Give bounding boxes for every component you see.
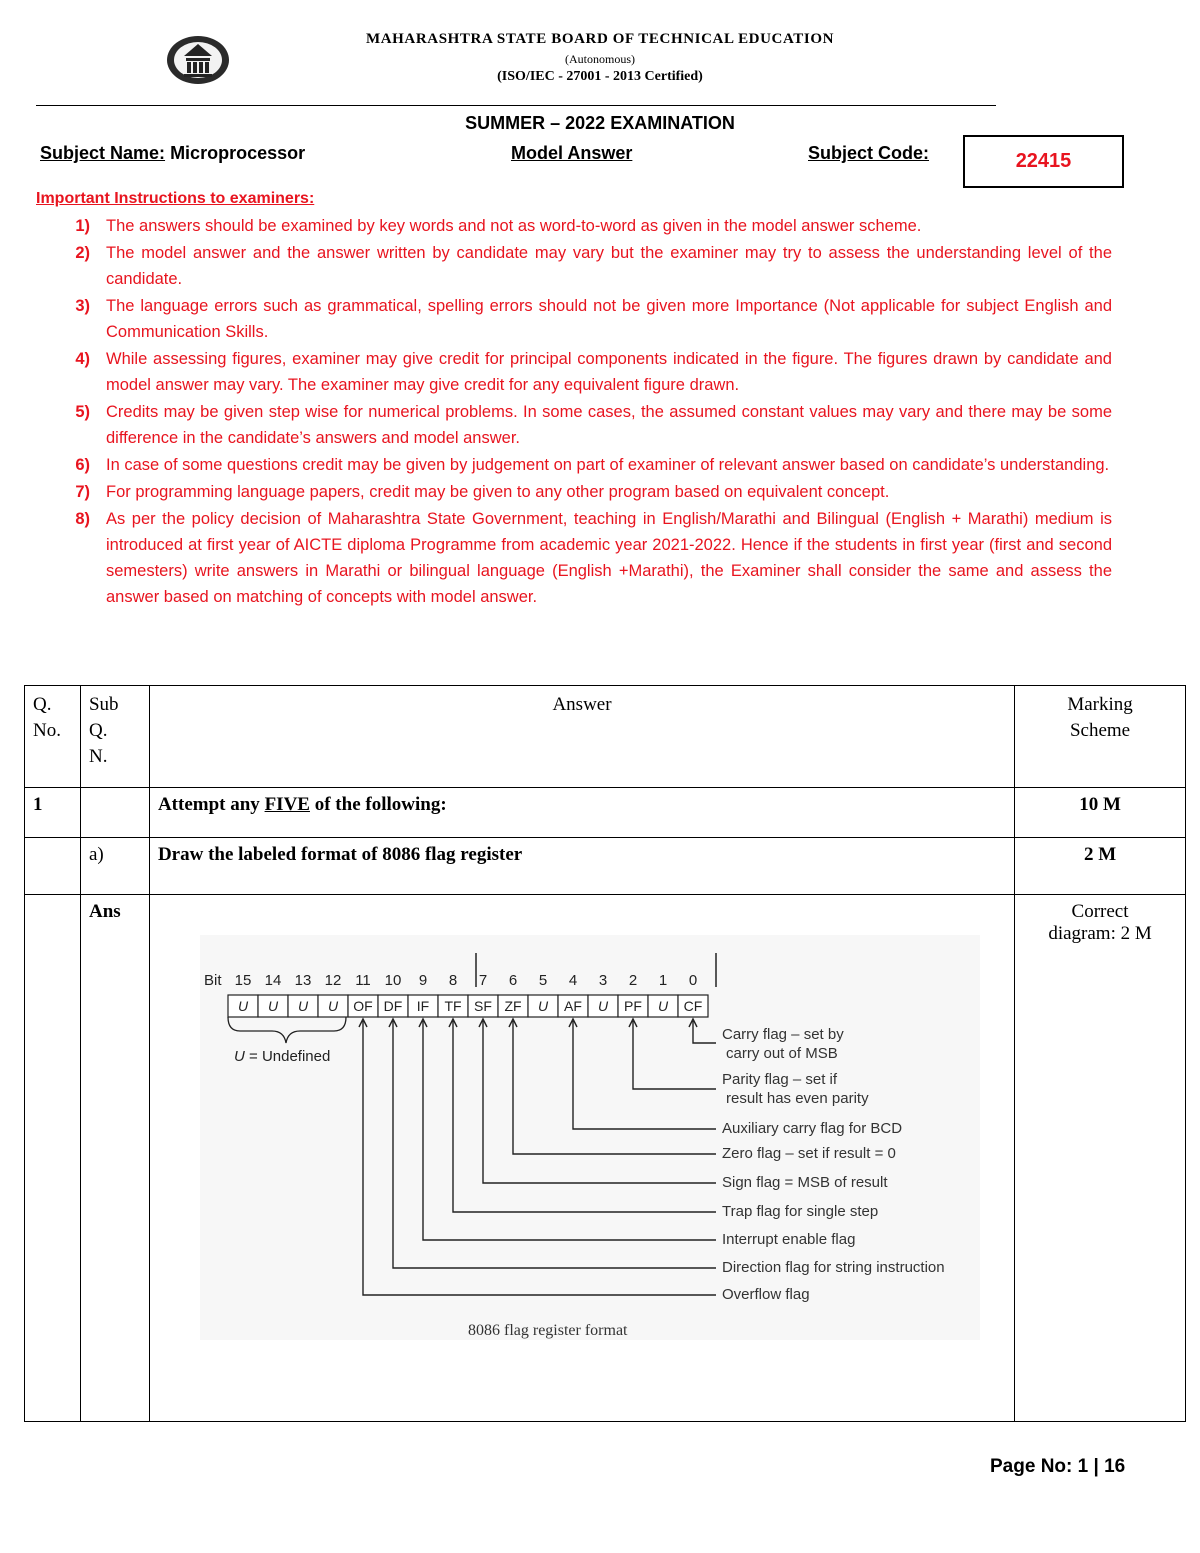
list-item xyxy=(36,346,1112,398)
bit-number: 7 xyxy=(478,972,488,989)
sub-question-marks: 2 M xyxy=(1015,838,1186,895)
register-cell-label: DF xyxy=(383,998,403,1014)
question-text-post: of the following: xyxy=(309,794,447,815)
register-cell-label: U xyxy=(267,998,279,1014)
list-item xyxy=(36,452,1112,478)
register-cell-label: U xyxy=(237,998,249,1014)
sub-question: a) xyxy=(80,838,149,895)
subject-name-label: Subject Name: xyxy=(40,143,166,163)
org-status: (Autonomous) xyxy=(565,52,635,66)
header-sub-line1: Sub xyxy=(88,694,119,715)
bit-number: 3 xyxy=(598,972,608,989)
table-row xyxy=(25,788,1186,838)
auxiliary-flag-label: Auxiliary carry flag for BCD xyxy=(722,1120,903,1137)
list-item-number: 8) xyxy=(75,510,90,528)
table-header-row xyxy=(25,686,1186,788)
bit-number: 1 xyxy=(658,972,668,989)
bit-number: 11 xyxy=(355,972,371,989)
list-item-text: The language errors such as grammatical, spelling errors should not be given more Importance (Not applicable for subject English and Communication Skills. xyxy=(106,297,1112,341)
bit-label: Bit xyxy=(204,972,222,989)
list-item-text: The answers should be examined by key words and not as word-to-word as given in the model answer scheme. xyxy=(106,217,922,235)
bit-number: 2 xyxy=(628,972,638,989)
subject-name xyxy=(40,143,305,164)
answer-marks xyxy=(1015,895,1186,1422)
list-item-number: 2) xyxy=(75,244,90,262)
subject-name-value: Microprocessor xyxy=(170,143,306,163)
register-cell-label: ZF xyxy=(504,998,522,1014)
interrupt-flag-label: Interrupt enable flag xyxy=(722,1231,856,1248)
register-cell-label: SF xyxy=(474,998,492,1014)
zero-flag-label: Zero flag – set if result = 0 xyxy=(722,1145,896,1162)
instructions-list xyxy=(36,213,1112,611)
list-item-text: While assessing figures, examiner may give credit for principal components indicated in the figure. The figures drawn by candidate and model answer may vary. The examiner may give credit for any equivalent figure drawn. xyxy=(106,350,1112,394)
list-item-text: In case of some questions credit may be given by judgement on part of examiner of relevant answer based on candidate’s understanding. xyxy=(106,456,1110,474)
flag-register-diagram xyxy=(200,935,980,1340)
list-item-text: As per the policy decision of Maharashtra State Government, teaching in English/Marathi and Bilingual (English + Marathi) medium is introduced at first year of AICTE diploma Programme from academic year 2021-2022. Hence if the students in first year (first and second semesters) write answers in Marathi or bilingual language (English +Marathi), the Examiner shall consider the same and assess the answer based on matching of concepts with model answer. xyxy=(106,510,1112,606)
parity-flag-label: Parity flag – set if xyxy=(722,1071,838,1088)
list-item xyxy=(36,293,1112,345)
undefined-note-text: = Undefined xyxy=(244,1048,331,1065)
undefined-note xyxy=(234,1048,330,1065)
exam-title: SUMMER – 2022 EXAMINATION xyxy=(465,113,735,133)
diagram-caption: 8086 flag register format xyxy=(468,1322,628,1339)
list-item-number: 3) xyxy=(75,297,90,315)
answer-label: Ans xyxy=(80,895,149,1422)
table-row xyxy=(25,838,1186,895)
register-cells xyxy=(228,995,708,1017)
question-text-pre: Attempt any xyxy=(157,794,265,815)
header-sub-line2: Q. xyxy=(88,720,108,741)
header-marking-scheme xyxy=(1015,686,1186,788)
trap-flag-label: Trap flag for single step xyxy=(722,1203,879,1220)
list-item-number: 6) xyxy=(75,456,90,474)
bit-number: 14 xyxy=(264,972,282,989)
bit-number: 15 xyxy=(234,972,252,989)
answer-marks-line1: Correct xyxy=(1071,901,1129,922)
header-q-no-line1: Q. xyxy=(33,694,52,715)
overflow-flag-label: Overflow flag xyxy=(722,1286,810,1303)
model-answer-label: Model Answer xyxy=(511,143,633,163)
list-item-text: Credits may be given step wise for numerical problems. In some cases, the assumed constant values may vary and there may be some difference in the candidate’s answers and model answer. xyxy=(106,403,1112,447)
list-item xyxy=(36,506,1112,610)
list-item-number: 4) xyxy=(75,350,90,368)
list-item xyxy=(36,213,1112,239)
register-cell-label: PF xyxy=(624,998,642,1014)
list-item-text: For programming language papers, credit may be given to any other program based on equivalent concept. xyxy=(106,483,890,501)
register-cell-label: OF xyxy=(353,998,373,1014)
parity-flag-label-2: result has even parity xyxy=(726,1090,869,1107)
header-marking-line2: Scheme xyxy=(1069,720,1131,741)
subject-code-box: 22415 xyxy=(963,135,1124,188)
header-marking-line1: Marking xyxy=(1067,694,1133,715)
header-sub-q xyxy=(80,686,149,788)
direction-flag-label: Direction flag for string instruction xyxy=(722,1259,945,1276)
header-answer: Answer xyxy=(149,686,1014,788)
subject-code-label: Subject Code: xyxy=(808,143,930,163)
question-marks: 10 M xyxy=(1015,788,1186,838)
bit-number: 4 xyxy=(568,972,578,989)
register-cell-label: U xyxy=(537,998,549,1014)
list-item xyxy=(36,399,1112,451)
question-number xyxy=(25,895,81,1422)
org-name: MAHARASHTRA STATE BOARD OF TECHNICAL EDUCATION xyxy=(365,31,835,47)
bit-number: 0 xyxy=(688,972,698,989)
bit-number: 9 xyxy=(418,972,428,989)
header-divider xyxy=(36,105,996,106)
question-text xyxy=(149,788,1014,838)
register-cell-label: U xyxy=(597,998,609,1014)
list-item xyxy=(36,479,1112,505)
page-number: Page No: 1 | 16 xyxy=(990,1456,1126,1477)
list-item xyxy=(36,240,1112,292)
answer-marks-line2: diagram: 2 M xyxy=(1048,923,1152,944)
question-text-emphasis: FIVE xyxy=(264,794,310,815)
sub-question-text: Draw the labeled format of 8086 flag register xyxy=(149,838,1014,895)
header-q-no-line2: No. xyxy=(33,720,61,741)
bit-number: 13 xyxy=(294,972,312,989)
org-certification: (ISO/IEC - 27001 - 2013 Certified) xyxy=(497,69,703,84)
register-cell-label: CF xyxy=(683,998,703,1014)
header-q-no xyxy=(25,686,81,788)
bit-number: 5 xyxy=(538,972,548,989)
carry-flag-label: Carry flag – set by xyxy=(722,1026,844,1043)
register-cell-label: IF xyxy=(416,998,430,1014)
carry-flag-label-2: carry out of MSB xyxy=(726,1045,838,1062)
list-item-number: 7) xyxy=(75,483,90,501)
question-number xyxy=(25,838,81,895)
register-cell-label: TF xyxy=(444,998,462,1014)
register-cell-label: AF xyxy=(564,998,582,1014)
bit-number: 12 xyxy=(324,972,342,989)
sub-question xyxy=(80,788,149,838)
sign-flag-label: Sign flag = MSB of result xyxy=(722,1174,888,1191)
bit-number: 10 xyxy=(384,972,402,989)
undefined-note-u: U xyxy=(234,1048,245,1065)
list-item-number: 5) xyxy=(75,403,90,421)
bit-number: 8 xyxy=(448,972,458,989)
bit-number: 6 xyxy=(508,972,518,989)
list-item-text: The model answer and the answer written by candidate may vary but the examiner may try to assess the understanding level of the candidate. xyxy=(106,244,1112,288)
header-sub-line3: N. xyxy=(88,746,108,767)
list-item-number: 1) xyxy=(75,217,90,235)
register-cell-label: U xyxy=(297,998,309,1014)
register-cell-label: U xyxy=(327,998,339,1014)
register-cell-label: U xyxy=(657,998,669,1014)
question-number: 1 xyxy=(25,788,81,838)
instructions-heading: Important Instructions to examiners: xyxy=(36,190,315,207)
